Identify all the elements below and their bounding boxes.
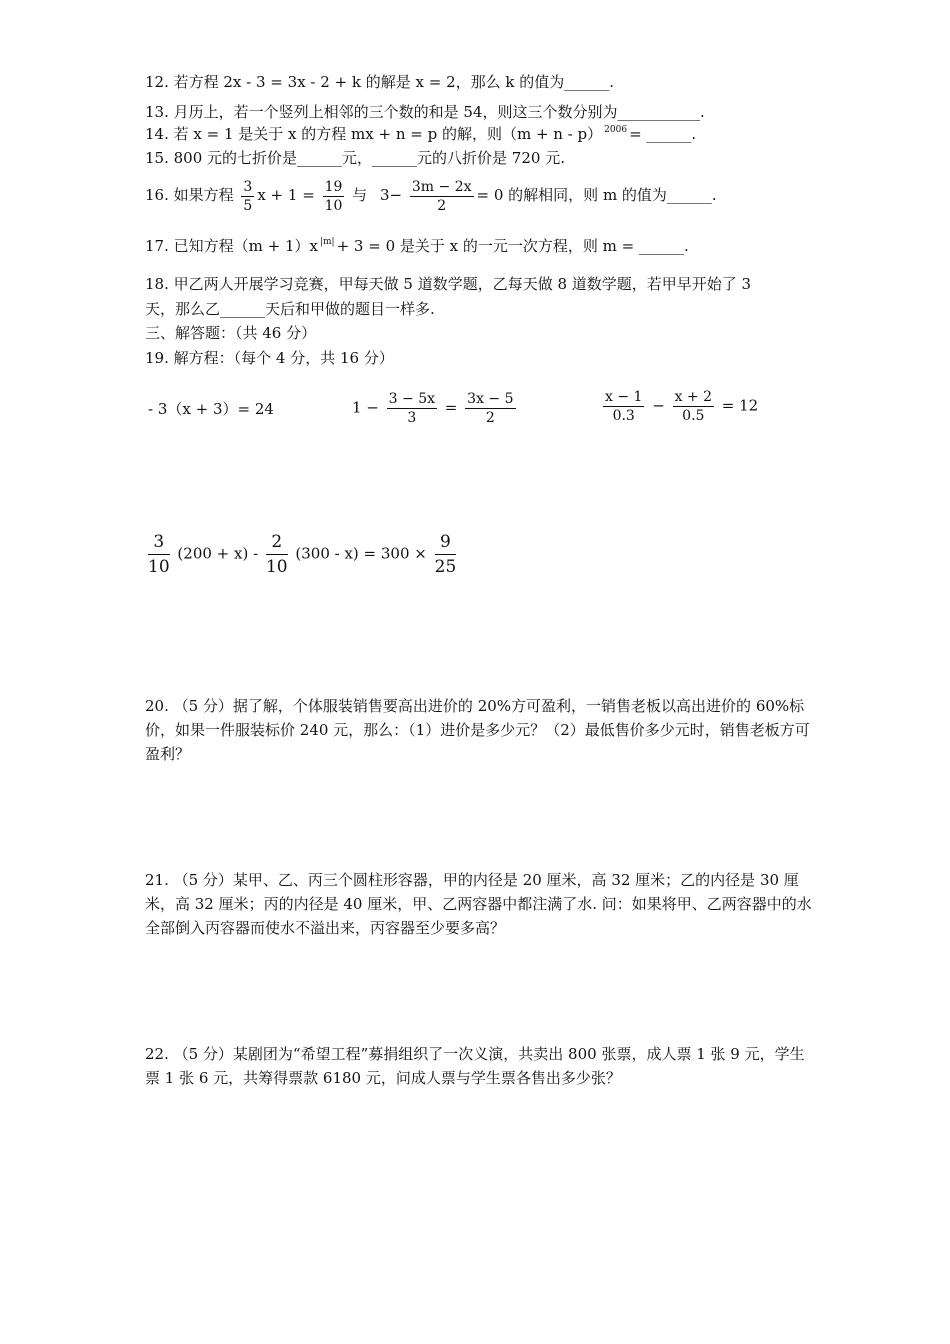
question-17 [145,236,689,259]
q16-three: 3− [379,186,403,204]
eq2-equals: = [444,398,458,417]
eq4-term-1: (200 + x) - [177,544,259,563]
q17-text: 17. 已知方程（m + 1）x [145,237,318,255]
question-19: 19. 解方程：（每个 4 分，共 16 分） [145,349,394,367]
q17-answer: + 3 = 0 是关于 x 的一元一次方程，则 m = ______. [336,237,689,255]
eq4-fraction-b: $\frac{2}{10}$ [265,532,288,577]
q14-answer: = ______. [629,125,697,143]
eq4-fraction-a: $\frac{3}{10}$ [148,532,170,577]
equation-2 [352,390,519,427]
eq3-fraction-right: $\frac{x + 2}{0.5}$ [674,389,713,424]
equation-3 [600,388,758,425]
q16-expr: x + 1 = [257,186,315,204]
question-20: 20. （5 分）据了解，个体服装销售要高出进价的 20%方可盈利，一销售老板以高出进价的 60%标价，如果一件服装标价 240 元，那么：（1）进价是多少元？（2）最低售价多少元时，销售老板方可盈利？ [145,697,810,763]
equation-4 [145,530,459,579]
eq2-one: 1 − [352,398,379,417]
q16-fraction-2: $\frac{19}{10}$ [324,178,343,214]
eq3-minus: − [652,396,665,415]
question-12: 12. 若方程 2x - 3 = 3x - 2 + k 的解是 x = 2，那么 k 的值为______. [145,73,615,91]
eq3-fraction-left: $\frac{x - 1}{0.3}$ [605,389,643,424]
equation-1: - 3（x + 3）= 24 [148,400,274,418]
q14-text: 14. 若 x = 1 是关于 x 的方程 mx + n = p 的解，则（m + n - p） [145,125,603,143]
q16-fraction-1: $\frac{3}{5}$ [243,178,253,214]
question-18-line-2: 天，那么乙______天后和甲做的题目一样多. [145,300,435,318]
section-heading: 三、解答题：（共 46 分） [145,324,317,342]
question-18-line-1: 18. 甲乙两人开展学习竞赛，甲每天做 5 道数学题，乙每天做 8 道数学题，若甲早开始了 3 [145,275,752,293]
q16-answer: 的解相同，则 m 的值为______. [508,186,717,204]
question-14 [145,124,696,147]
eq2-fraction-left: $\frac{3 - 5x}{3}$ [388,391,436,426]
question-22: 22. （5 分）某剧团为“希望工程”募捐组织了一次义演，共卖出 800 张票，成人票 1 张 9 元，学生票 1 张 6 元，共筹得票款 6180 元，问成人票与学生票各售出多少张？ [145,1045,805,1087]
eq2-fraction-right: $\frac{3x - 5}{2}$ [467,391,514,426]
eq4-term-2: (300 - x) = 300 × [295,544,427,563]
q14-exponent: 2006 [604,125,628,135]
eq3-rhs: = 12 [721,396,759,415]
eq4-fraction-c: $\frac{9}{25}$ [434,532,457,577]
question-13: 13. 月历上，若一个竖列上相邻的三个数的和是 54，则这三个数分别为___________. [145,103,705,121]
q16-with: 与 [352,186,368,204]
question-16 [145,176,717,215]
q17-exponent: |m| [319,237,335,247]
q16-text: 16. 如果方程 [145,186,234,204]
question-21: 21. （5 分）某甲、乙、丙三个圆柱形容器，甲的内径是 20 厘米，高 32 厘米；乙的内径是 30 厘米，高 32 厘米；丙的内径是 40 厘米，甲、乙两容器中都注满了水. 问：如果将甲、乙两容器中的水全部倒入丙容器而使水不溢出来，丙容器至少要多高？ [145,871,812,937]
question-15: 15. 800 元的七折价是______元，______元的八折价是 720 元. [145,149,565,167]
q16-eqzero: = 0 [476,186,504,204]
q16-fraction-3: $\frac{3m - 2x}{2}$ [411,178,472,214]
